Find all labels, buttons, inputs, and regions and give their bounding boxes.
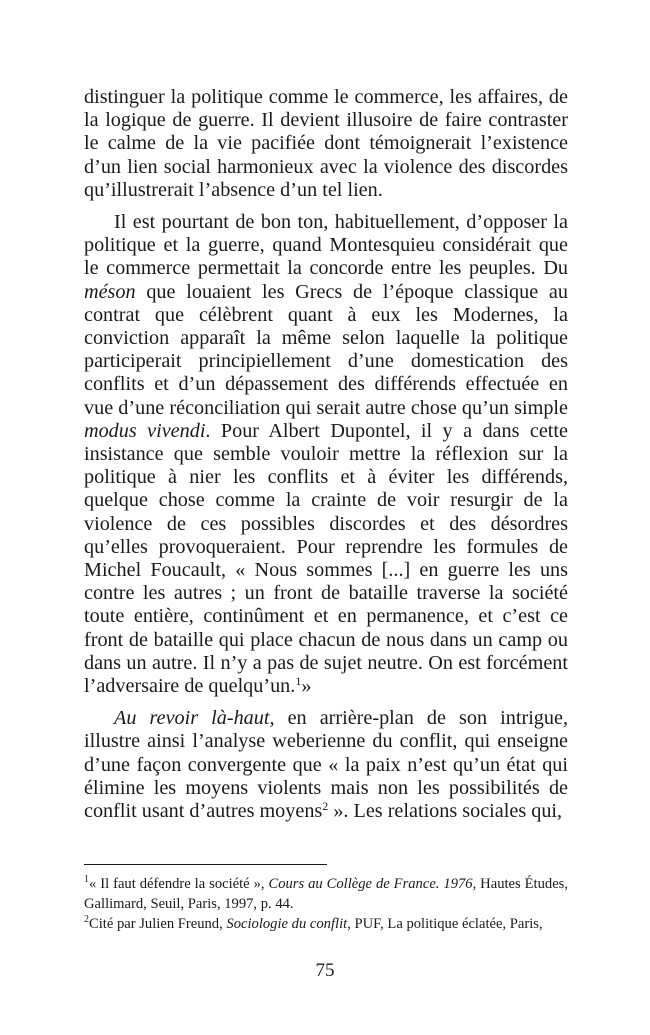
italic-text: Cours au Collège de France. 1976	[268, 876, 473, 892]
footnote-marker: 1	[295, 674, 302, 689]
text-run: , PUF, La politique éclatée, Paris,	[347, 916, 543, 932]
text-run: »	[301, 675, 312, 698]
italic-text: modus vivendi	[84, 419, 206, 442]
text-run: Il est pourtant de bon ton, habituellement, d’opposer la politique et la guerre, quand Montesquieu considérait que le commerce permettait la concorde entre les peuples. Du	[84, 211, 568, 280]
paragraph	[84, 707, 568, 823]
footnote	[84, 914, 568, 934]
italic-text: Au revoir là-haut,	[114, 707, 275, 730]
footnotes	[84, 874, 568, 934]
text-run: « Il faut défendre la société »,	[89, 876, 269, 892]
text-run: Cité par Julien Freund,	[89, 916, 227, 932]
paragraph	[84, 86, 568, 202]
italic-text: Sociologie du conflit	[226, 916, 348, 932]
text-run: ». Les relations sociales qui,	[328, 800, 563, 823]
text-run: , Hautes Études, Gallimard, Seuil, Paris, 1997, p. 44.	[84, 876, 569, 912]
footnote	[84, 874, 568, 914]
page-number: 75	[315, 960, 335, 981]
footnote-marker: 2	[84, 914, 89, 925]
italic-text: méson	[84, 280, 136, 303]
paragraph	[84, 211, 568, 698]
text-run: que louaient les Grecs de l’époque classique au contrat que célèbrent quant à eux les Modernes, la conviction apparaît la même selon laquelle la politique participerait principiellement d’une domestication des conflits et d’un dépassement des différends effectuée en vue d’une réconciliation qui serait autre chose qu’un simple	[84, 280, 568, 419]
text-run: en arrière-plan de son intrigue, illustre ainsi l’analyse weberienne du conflit, qui enseigne d’une façon convergente que « la paix n’est qu’un état qui élimine les moyens violents mais non les possibilités de conflit usant d’autres moyens	[84, 707, 568, 823]
footnote-marker: 2	[322, 799, 329, 814]
footnote-marker: 1	[84, 874, 89, 885]
text-run: distinguer la politique comme le commerce, les affaires, de la logique de guerre. Il devient illusoire de faire contraster le calme de la vie pacifiée dont témoignerait l’existence d’un lien social harmonieux avec la violence des discordes qu’illustrerait l’absence d’un tel lien.	[84, 86, 568, 201]
text-run: . Pour Albert Dupontel, il y a dans cette insistance que semble vouloir mettre la réflexion sur la politique à nier les conflits et à éviter les différends, quelque chose comme la crainte de voir resurgir de la violence de ces possibles discordes et des désordres qu’elles provoqueraient. Pour reprendre les formules de Michel Foucault, « Nous sommes [...] en guerre les uns contre les autres ; un front de bataille traverse la société toute entière, continûment et en permanence, et c’est ce front de bataille qui place chacun de nous dans un camp ou dans un autre. Il n’y a pas de sujet neutre. On est forcément l’adversaire de quelqu’un.	[84, 419, 568, 698]
body-text	[84, 86, 568, 823]
footnote-separator	[84, 864, 327, 865]
